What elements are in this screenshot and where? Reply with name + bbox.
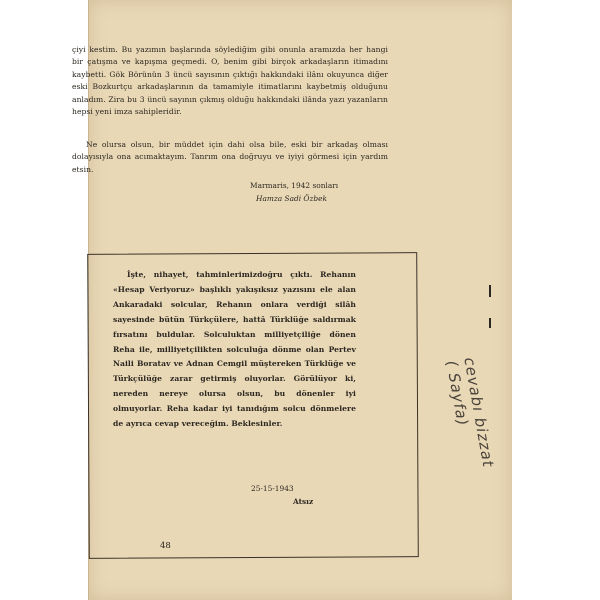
pencil-tick-mark: [489, 285, 491, 297]
signature-place: Marmaris, 1942 sonları: [250, 181, 339, 190]
paragraph-1: çiyi kestim. Bu yazımın başlarında söylediğim gibi onunla aramızda her hangi bir çatışma ve kapışma geçmedi. O, benim gibi birçok arkadaşların itimadını kaybetti. Gök Börünün 3 üncü sayısının çıktığı hakkındaki ilânı okuyunca diğer eski Bozkurtçu arkadaşlarının da tamamiyle itimatlarını kaybetmiş olduğunu anladım. Zira bu 3 üncü sayının çıkmış olduğu hakkındaki ilânda yazı yazanların hepsi yeni imza sahipleridir.: [72, 45, 388, 117]
page-number: 48: [160, 541, 171, 551]
pencil-tick-mark: [489, 318, 491, 328]
signature-name: Hamza Sadi Özbek: [256, 194, 327, 203]
paragraph-2-text: Ne olursa olsun, bir müddet için dahi olsa bile, eski bir arkadaş olması dolayısıyla ona acımaktayım. Tanrım ona doğruyu ve iyiyi görmesi için yardım etsin.: [72, 140, 388, 174]
quoted-note-date: 25-15-1943: [251, 484, 294, 493]
quoted-note-author: Atsız: [293, 497, 314, 506]
paragraph-2: [72, 139, 388, 176]
handwritten-margin-note: cevabı bizzat ( Sayfa): [442, 356, 498, 469]
quoted-note-text: [113, 268, 356, 432]
quoted-note-body: İşte, nihayet, tahminlerimizdoğru çıktı. Rehanın «Hesap Veriyoruz» başlıklı yakışıksız yazısını ele alan Ankaradaki solcular, Rehanın onlara verdiği silâh sayesinde bütün Türkçülere, hattâ Türklüğe saldırmak fırsatını buldular. Solculuktan milliyetçiliğe dönen Reha ile, milliyetçilikten solculuğa dönme olan Pertev Naili Boratav ve Adnan Cemgil müştereken Türklüğe ve Türkçülüğe zarar getirmiş oluyorlar. Görülüyor ki, nereden nereye olursa olsun, bu dönenler iyi olmuyorlar. Reha kadar iyi tanıdığım solcu dönmelere de ayrıca cevap vereceğim. Beklesinler.: [113, 270, 356, 429]
